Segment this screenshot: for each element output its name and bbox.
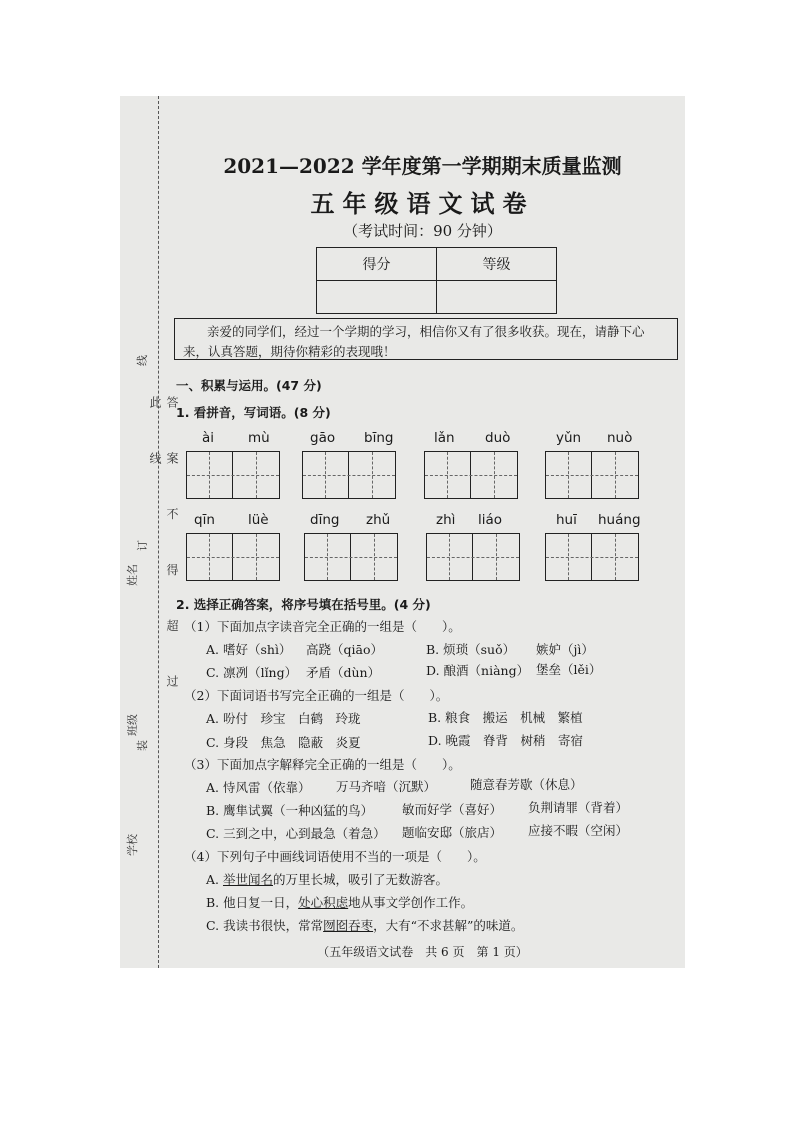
q2-4-stem: （4）下列句子中画线词语使用不当的一项是（ ）。 <box>184 849 486 864</box>
q2-3-stem: （3）下面加点字解释完全正确的一组是（ ）。 <box>184 757 461 772</box>
q2-3-option-c3: 应接不暇（空闲） <box>528 823 629 838</box>
pinyin: huī <box>556 512 577 528</box>
q2-1-option-c2: 矛盾（dùn） <box>306 665 381 680</box>
school-label: 学校 <box>126 834 139 856</box>
q2-1-option-d1: D. 酿酒（niàng） <box>426 663 530 678</box>
q2-3-option-a2: 万马齐喑（沉默） <box>336 779 437 794</box>
intro-box <box>174 318 678 360</box>
page-footer: （五年级语文试卷 共 6 页 第 1 页） <box>317 945 528 959</box>
q2-1-stem: （1）下面加点字读音完全正确的一组是（ ）。 <box>184 619 461 634</box>
q2-2-option-d: D. 晚霞 脊背 树稍 寄宿 <box>428 733 584 748</box>
pinyin: gāo <box>310 430 336 446</box>
q2-3-option-c2: 题临安邸（旅店） <box>402 825 503 840</box>
score-cell <box>317 281 437 314</box>
pinyin: qīn <box>194 512 215 528</box>
underlined-word: 囫囵吞枣 <box>323 918 374 933</box>
grade-cell <box>437 281 557 314</box>
pinyin: ài <box>202 430 215 446</box>
q2-1-option-a2: 高跷（qiāo） <box>306 642 383 657</box>
q2-4-option-a: A. 举世闻名的万里长城，吸引了无数游客。 <box>206 872 449 887</box>
pinyin: huáng <box>598 512 641 528</box>
q2-1-option-b2: 嫉妒（jì） <box>536 642 594 657</box>
line-label: 线 <box>136 355 149 366</box>
class-label: 班级 <box>126 714 139 736</box>
seal-warning: 答 案 不 得 超 过 此 线 <box>148 396 179 708</box>
pinyin: mù <box>248 430 270 446</box>
pinyin: yǔn <box>556 430 582 446</box>
q2-heading: 2. 选择正确答案，将序号填在括号里。(4 分) <box>176 597 431 612</box>
writing-box[interactable] <box>424 451 518 499</box>
q1-heading: 1. 看拼音，写词语。(8 分) <box>176 405 331 420</box>
q2-4-option-b: B. 他日复一日，处心积虑地从事文学创作工作。 <box>206 895 474 910</box>
grade-header: 等级 <box>437 248 557 281</box>
exam-title: 2021—2022 学年度第一学期期末质量监测 <box>223 154 622 178</box>
q2-2-option-a: A. 吩付 珍宝 白鹤 玲珑 <box>206 711 361 726</box>
intro-text: 亲爱的同学们，经过一个学期的学习，相信你又有了很多收获。现在，请静下心来，认真答题，期待你精彩的表现哦！ <box>183 324 645 359</box>
pinyin: bīng <box>364 430 394 446</box>
pinyin: lǎn <box>434 430 455 446</box>
q2-2-stem: （2）下面词语书写完全正确的一组是（ ）。 <box>184 688 449 703</box>
underlined-word: 处心积虑 <box>298 895 349 910</box>
section1-heading: 一、积累与运用。(47 分) <box>176 378 322 393</box>
q2-1-option-a1: A. 嗜好（shì） <box>206 642 292 657</box>
seal-label: 装 <box>136 740 149 751</box>
q2-3-option-a1: A. 恃风雷（依靠） <box>206 780 311 795</box>
q2-3-option-a3: 随意春芳歇（休息） <box>470 777 583 792</box>
q2-1-option-d2: 堡垒（lěi） <box>536 662 602 677</box>
exam-paper <box>120 96 685 968</box>
q2-4-option-c: C. 我读书很快，常常囫囵吞枣，大有“不求甚解”的味道。 <box>206 918 524 933</box>
q2-3-option-b3: 负荆请罪（背着） <box>528 800 629 815</box>
q2-3-option-b1: B. 鹰隼试翼（一种凶猛的鸟） <box>206 803 374 818</box>
writing-box[interactable] <box>186 533 280 581</box>
pinyin: zhǔ <box>366 512 391 528</box>
exam-time: （考试时间：90 分钟） <box>343 222 502 240</box>
pinyin: dīng <box>310 512 340 528</box>
writing-box[interactable] <box>186 451 280 499</box>
writing-box[interactable] <box>426 533 520 581</box>
q2-2-option-b: B. 粮食 搬运 机械 繁植 <box>428 710 583 725</box>
pinyin: liáo <box>478 512 503 528</box>
pinyin: lüè <box>248 512 269 528</box>
q2-1-option-b1: B. 烦琐（suǒ） <box>426 642 516 657</box>
q2-1-option-c1: C. 凛冽（lǐng） <box>206 665 298 680</box>
pinyin: duò <box>485 430 511 446</box>
score-header: 得分 <box>317 248 437 281</box>
pinyin: zhì <box>436 512 456 528</box>
pinyin: nuò <box>607 430 633 446</box>
writing-box[interactable] <box>545 451 639 499</box>
underlined-word: 举世闻名 <box>222 872 273 887</box>
writing-box[interactable] <box>302 451 396 499</box>
q2-3-option-c1: C. 三到之中，心到最急（着急） <box>206 826 386 841</box>
bind-label: 订 <box>136 540 149 551</box>
writing-box[interactable] <box>304 533 398 581</box>
score-table <box>316 247 557 314</box>
q2-2-option-c: C. 身段 焦急 隐蔽 炎夏 <box>206 735 361 750</box>
exam-subtitle: 五年级语文试卷 <box>310 189 535 218</box>
name-label: 姓名 <box>126 564 139 586</box>
q2-3-option-b2: 敏而好学（喜好） <box>402 802 503 817</box>
writing-box[interactable] <box>545 533 639 581</box>
